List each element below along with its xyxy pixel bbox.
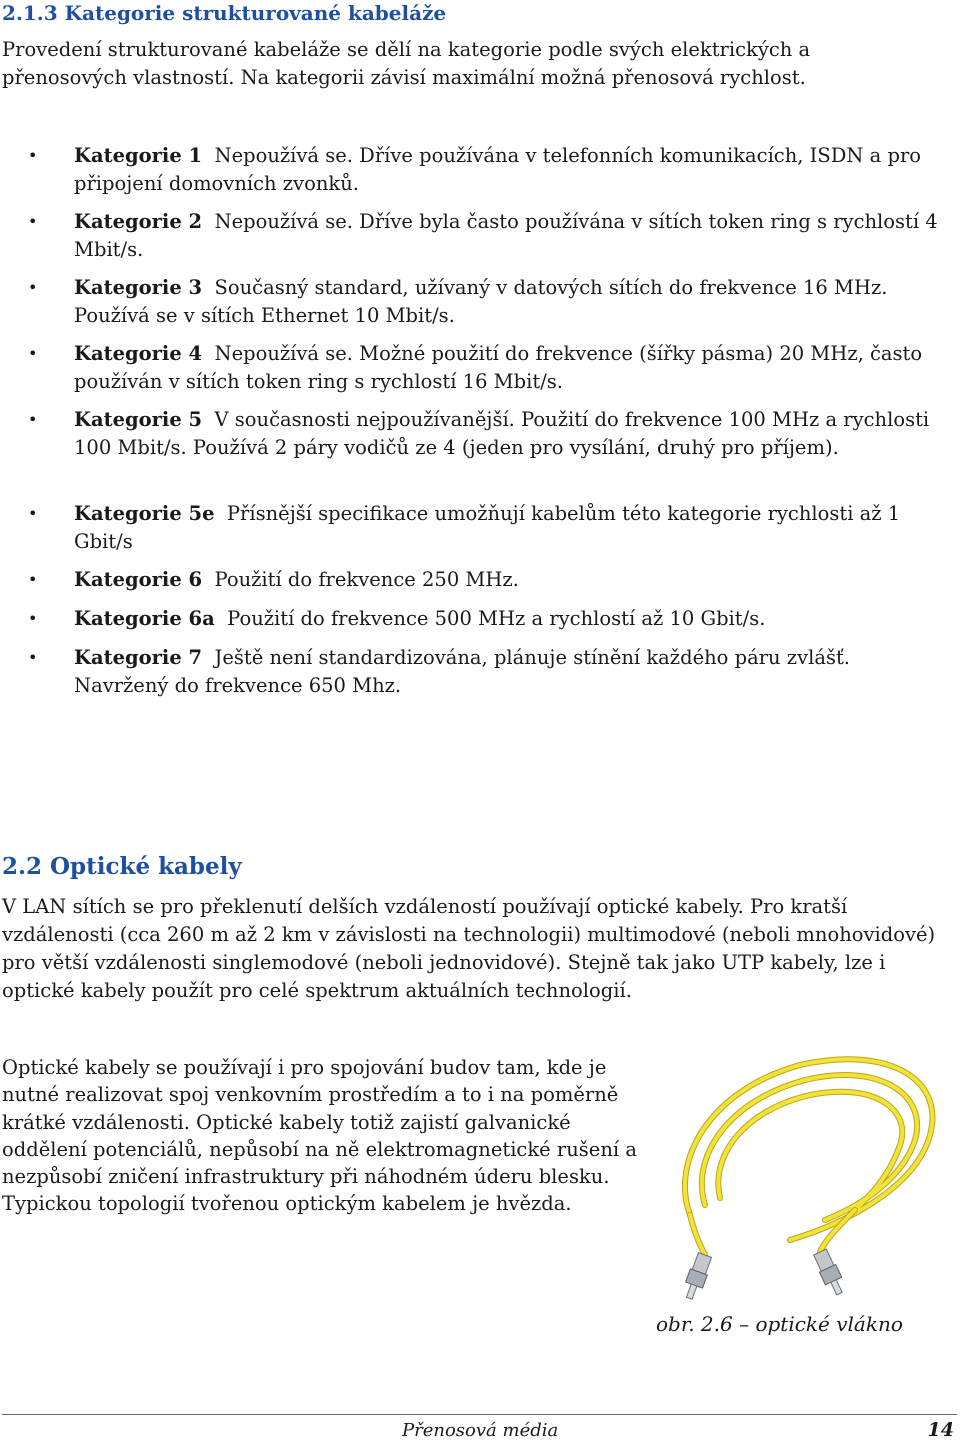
category-label: Kategorie 7 [74,646,203,669]
category-label: Kategorie 2 [74,210,203,233]
list-item [74,340,944,396]
bullet-dot: • [28,648,38,667]
footer-divider [2,1414,957,1415]
category-text: Současný standard, užívaný v datových sítích do frekvence 16 MHz. Používá se v sítích Ethernet 10 Mbit/s. [74,276,888,327]
bullet-dot: • [28,146,38,165]
category-label: Kategorie 5e [74,502,215,525]
optical-fiber-cable-image [650,1040,950,1310]
page-number: 14 [927,1419,954,1441]
bullet-dot: • [28,609,38,628]
category-label: Kategorie 6 [74,568,203,591]
category-text: Použití do frekvence 500 MHz a rychlostí až 10 Gbit/s. [227,607,766,630]
bullet-dot: • [28,570,38,589]
category-text: Použití do frekvence 250 MHz. [214,568,519,591]
bullet-dot: • [28,278,38,297]
list-item [74,500,944,556]
category-text: Nepoužívá se. Možné použití do frekvence (šířky pásma) 20 MHz, často používán v sítích token ring s rychlostí 16 Mbit/s. [74,342,923,393]
category-text: Přísnější specifikace umožňují kabelům této kategorie rychlosti až 1 Gbit/s [74,502,901,553]
bullet-dot: • [28,344,38,363]
list-item [74,605,944,633]
category-text: Nepoužívá se. Dříve používána v telefonních komunikacích, ISDN a pro připojení domovních zvonků. [74,144,922,195]
category-text: Ještě není standardizována, plánuje stínění každého páru zvlášť. Navržený do frekvence 650 Mhz. [74,646,850,697]
category-label: Kategorie 4 [74,342,203,365]
bullet-dot: • [28,504,38,523]
category-label: Kategorie 6a [74,607,215,630]
category-text: V současnosti nejpoužívanější. Použití do frekvence 100 MHz a rychlosti 100 Mbit/s. Používá 2 páry vodičů ze 4 (jeden pro vysílání, druhý pro příjem). [74,408,930,459]
section-heading: 2.2 Optické kabely [2,853,242,880]
list-item [74,406,944,462]
list-item [74,208,944,264]
figure-caption: obr. 2.6 – optické vlákno [656,1312,903,1336]
footer-title: Přenosová média [402,1420,559,1441]
list-item [74,566,944,594]
body-paragraph: Optické kabely se používají i pro spojování budov tam, kde je nutné realizovat spoj venkovním prostředím a to i na poměrně krátké vzdálenosti. Optické kabely totiž zajistí galvanické oddělení potenciálů, nepůsobí na ně elektromagnetické rušení a nezpůsobí zničení infrastruktury při náhodném úderu blesku. Typickou topologií tvořenou optickým kabelem je hvězda. [2,1056,637,1216]
list-item [74,142,944,198]
list-item [74,644,944,700]
category-label: Kategorie 1 [74,144,203,167]
bullet-dot: • [28,212,38,231]
intro-paragraph: Provedení strukturované kabeláže se dělí na kategorie podle svých elektrických a přenosových vlastností. Na kategorii závisí maximální možná přenosová rychlost. [2,38,811,89]
section-heading: 2.1.3 Kategorie strukturované kabeláže [2,1,447,25]
list-item [74,274,944,330]
category-label: Kategorie 3 [74,276,203,299]
bullet-dot: • [28,410,38,429]
body-paragraph: V LAN sítích se pro překlenutí delších vzdáleností používají optické kabely. Pro kratší vzdálenosti (cca 260 m až 2 km v závislosti na technologii) multimodové (neboli mnohovidové) pro větší vzdálenosti singlemodové (neboli jednovidové). Stejně tak jako UTP kabely, lze i optické kabely použít pro celé spektrum aktuálních technologií. [2,895,936,1002]
category-label: Kategorie 5 [74,408,203,431]
category-text: Nepoužívá se. Dříve byla často používána v sítích token ring s rychlostí 4 Mbit/s. [74,210,938,261]
